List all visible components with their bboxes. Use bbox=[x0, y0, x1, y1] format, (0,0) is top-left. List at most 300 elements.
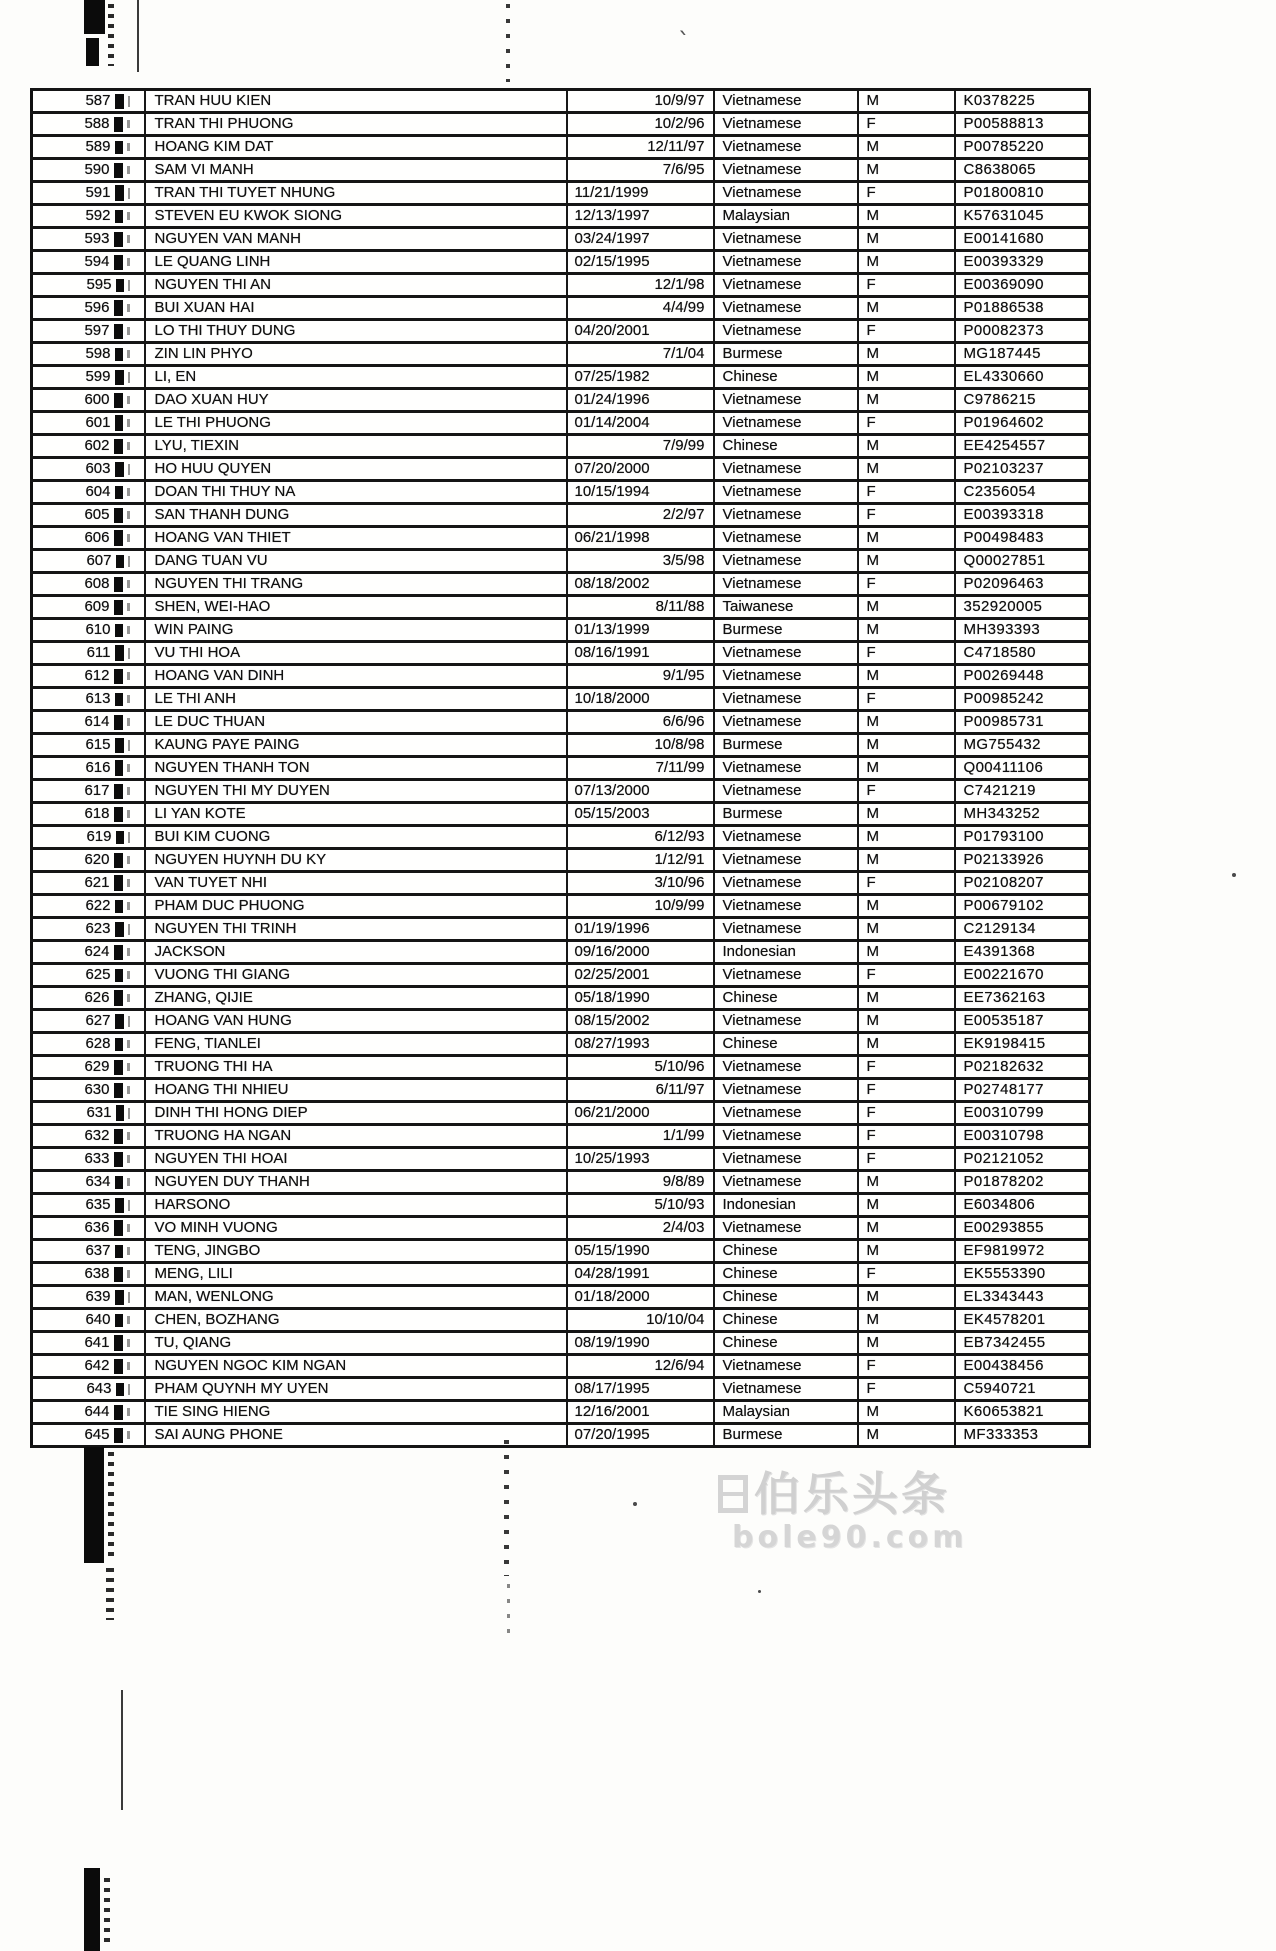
redaction-mark bbox=[114, 807, 123, 822]
passport-cell: P02096463 bbox=[955, 573, 1090, 596]
row-number: 623 bbox=[85, 920, 111, 937]
scan-artifact-bottom-left-dashes3 bbox=[104, 1878, 110, 1944]
redaction-mark bbox=[114, 255, 123, 270]
redaction-smudge bbox=[128, 188, 130, 199]
table-row bbox=[32, 550, 1090, 573]
table-row bbox=[32, 688, 1090, 711]
nationality-cell: Chinese bbox=[714, 366, 858, 389]
redaction-smudge bbox=[127, 1155, 130, 1163]
dob-cell: 7/9/99 bbox=[567, 435, 714, 458]
redaction-smudge bbox=[127, 120, 130, 128]
table-row bbox=[32, 1033, 1090, 1056]
passport-cell: P01964602 bbox=[955, 412, 1090, 435]
redaction-mark bbox=[115, 760, 123, 776]
gender-cell: M bbox=[858, 1240, 955, 1263]
row-number: 600 bbox=[84, 391, 110, 408]
name-cell: DOAN THI THUY NA bbox=[145, 481, 567, 504]
redaction-smudge bbox=[127, 1408, 130, 1416]
row-number-cell bbox=[32, 757, 145, 780]
row-number: 635 bbox=[85, 1196, 111, 1213]
name-cell: NGUYEN NGOC KIM NGAN bbox=[145, 1355, 567, 1378]
name-cell: DINH THI HONG DIEP bbox=[145, 1102, 567, 1125]
passport-cell: C8638065 bbox=[955, 159, 1090, 182]
row-number: 603 bbox=[85, 460, 111, 477]
name-cell: SHEN, WEI-HAO bbox=[145, 596, 567, 619]
table-row bbox=[32, 941, 1090, 964]
redaction-mark bbox=[114, 853, 123, 868]
table-row bbox=[32, 872, 1090, 895]
name-cell: TRUONG THI HA bbox=[145, 1056, 567, 1079]
row-number-cell bbox=[32, 1217, 145, 1240]
redaction-smudge bbox=[127, 442, 130, 450]
table-row bbox=[32, 895, 1090, 918]
nationality-cell: Indonesian bbox=[714, 941, 858, 964]
redaction-smudge bbox=[127, 626, 130, 634]
row-number-cell bbox=[32, 619, 145, 642]
row-number: 612 bbox=[84, 667, 110, 684]
table-row bbox=[32, 481, 1090, 504]
row-number: 594 bbox=[84, 253, 110, 270]
table-row bbox=[32, 251, 1090, 274]
row-number-cell bbox=[32, 895, 145, 918]
name-cell: MAN, WENLONG bbox=[145, 1286, 567, 1309]
row-number-cell bbox=[32, 665, 145, 688]
redaction-mark bbox=[114, 1083, 123, 1098]
row-number-cell bbox=[32, 1424, 145, 1447]
row-number-cell bbox=[32, 803, 145, 826]
row-number-cell bbox=[32, 1010, 145, 1033]
passport-cell: P01793100 bbox=[955, 826, 1090, 849]
passport-cell: EE7362163 bbox=[955, 987, 1090, 1010]
redaction-smudge bbox=[127, 304, 130, 312]
gender-cell: M bbox=[858, 1332, 955, 1355]
gender-cell: M bbox=[858, 596, 955, 619]
passport-cell: E00310799 bbox=[955, 1102, 1090, 1125]
nationality-cell: Vietnamese bbox=[714, 573, 858, 596]
table-row bbox=[32, 596, 1090, 619]
dob-cell: 08/15/2002 bbox=[567, 1010, 714, 1033]
name-cell: HOANG KIM DAT bbox=[145, 136, 567, 159]
gender-cell: M bbox=[858, 1424, 955, 1447]
redaction-mark bbox=[114, 232, 123, 247]
scan-artifact-stray-dot-1 bbox=[633, 1502, 637, 1506]
row-number-cell bbox=[32, 964, 145, 987]
redaction-mark bbox=[114, 600, 123, 615]
nationality-cell: Chinese bbox=[714, 435, 858, 458]
dob-cell: 1/12/91 bbox=[567, 849, 714, 872]
redaction-smudge bbox=[128, 1292, 130, 1303]
row-number-cell bbox=[32, 343, 145, 366]
redaction-smudge bbox=[127, 327, 130, 335]
row-number-cell bbox=[32, 1056, 145, 1079]
redaction-smudge bbox=[127, 1063, 130, 1071]
table-row bbox=[32, 803, 1090, 826]
redaction-mark bbox=[116, 1383, 124, 1396]
gender-cell: M bbox=[858, 1033, 955, 1056]
scan-artifact-top-left-vline bbox=[137, 0, 139, 72]
name-cell: TIE SING HIENG bbox=[145, 1401, 567, 1424]
name-cell: NGUYEN THI TRANG bbox=[145, 573, 567, 596]
gender-cell: F bbox=[858, 1125, 955, 1148]
table-row bbox=[32, 136, 1090, 159]
redaction-mark bbox=[115, 1198, 124, 1213]
dob-cell: 6/11/97 bbox=[567, 1079, 714, 1102]
row-number: 627 bbox=[85, 1012, 111, 1029]
nationality-cell: Vietnamese bbox=[714, 251, 858, 274]
table-row bbox=[32, 757, 1090, 780]
row-number-cell bbox=[32, 1240, 145, 1263]
row-number: 590 bbox=[84, 161, 110, 178]
dob-cell: 12/13/1997 bbox=[567, 205, 714, 228]
dob-cell: 12/6/94 bbox=[567, 1355, 714, 1378]
dob-cell: 7/1/04 bbox=[567, 343, 714, 366]
dob-cell: 10/25/1993 bbox=[567, 1148, 714, 1171]
name-cell: VUONG THI GIANG bbox=[145, 964, 567, 987]
passport-cell: E00221670 bbox=[955, 964, 1090, 987]
name-cell: WIN PAING bbox=[145, 619, 567, 642]
gender-cell: M bbox=[858, 849, 955, 872]
redaction-mark bbox=[114, 1428, 123, 1443]
row-number-cell bbox=[32, 642, 145, 665]
redaction-mark bbox=[115, 94, 124, 109]
redaction-smudge bbox=[127, 971, 130, 979]
gender-cell: F bbox=[858, 1148, 955, 1171]
row-number-cell bbox=[32, 1102, 145, 1125]
table-row bbox=[32, 113, 1090, 136]
redaction-smudge bbox=[127, 419, 130, 427]
dob-cell: 10/9/99 bbox=[567, 895, 714, 918]
name-cell: NGUYEN THI MY DUYEN bbox=[145, 780, 567, 803]
row-number-cell bbox=[32, 228, 145, 251]
scan-artifact-top-left-bar bbox=[84, 0, 105, 34]
gender-cell: M bbox=[858, 136, 955, 159]
passport-cell: E00393318 bbox=[955, 504, 1090, 527]
scan-artifact-bottom-center-dots2 bbox=[507, 1584, 510, 1640]
nationality-cell: Vietnamese bbox=[714, 918, 858, 941]
name-cell: ZIN LIN PHYO bbox=[145, 343, 567, 366]
redaction-mark bbox=[115, 1176, 123, 1189]
redaction-smudge bbox=[127, 902, 130, 910]
row-number-cell bbox=[32, 1355, 145, 1378]
row-number: 589 bbox=[85, 138, 111, 155]
redaction-smudge bbox=[128, 556, 130, 567]
table-row bbox=[32, 1355, 1090, 1378]
nationality-cell: Vietnamese bbox=[714, 389, 858, 412]
gender-cell: M bbox=[858, 1401, 955, 1424]
dob-cell: 9/8/89 bbox=[567, 1171, 714, 1194]
table-row bbox=[32, 826, 1090, 849]
row-number-cell bbox=[32, 918, 145, 941]
gender-cell: F bbox=[858, 688, 955, 711]
row-number: 608 bbox=[84, 575, 110, 592]
redaction-mark bbox=[116, 555, 124, 568]
row-number-cell bbox=[32, 320, 145, 343]
gender-cell: F bbox=[858, 320, 955, 343]
table-row bbox=[32, 711, 1090, 734]
passport-cell: E00393329 bbox=[955, 251, 1090, 274]
row-number-cell bbox=[32, 1079, 145, 1102]
passport-cell: EK4578201 bbox=[955, 1309, 1090, 1332]
name-cell: TRAN THI PHUONG bbox=[145, 113, 567, 136]
name-cell: HARSONO bbox=[145, 1194, 567, 1217]
redaction-smudge bbox=[127, 1316, 130, 1324]
row-number: 632 bbox=[84, 1127, 110, 1144]
name-cell: HOANG VAN DINH bbox=[145, 665, 567, 688]
passport-cell: P02121052 bbox=[955, 1148, 1090, 1171]
redaction-smudge bbox=[127, 396, 130, 404]
row-number-cell bbox=[32, 941, 145, 964]
table-row bbox=[32, 987, 1090, 1010]
passport-cell: E00141680 bbox=[955, 228, 1090, 251]
row-number-cell bbox=[32, 1309, 145, 1332]
gender-cell: F bbox=[858, 481, 955, 504]
nationality-cell: Vietnamese bbox=[714, 780, 858, 803]
row-number-cell bbox=[32, 872, 145, 895]
row-number-cell bbox=[32, 1148, 145, 1171]
redaction-smudge bbox=[127, 580, 130, 588]
name-cell: NGUYEN VAN MANH bbox=[145, 228, 567, 251]
table-row bbox=[32, 527, 1090, 550]
redaction-mark bbox=[115, 900, 123, 913]
row-number: 641 bbox=[84, 1334, 110, 1351]
redaction-smudge bbox=[128, 1016, 130, 1027]
dob-cell: 08/16/1991 bbox=[567, 642, 714, 665]
passport-cell: P02133926 bbox=[955, 849, 1090, 872]
scan-artifact-top-center-dots bbox=[506, 4, 510, 82]
name-cell: TU, QIANG bbox=[145, 1332, 567, 1355]
nationality-cell: Vietnamese bbox=[714, 849, 858, 872]
nationality-cell: Vietnamese bbox=[714, 159, 858, 182]
dob-cell: 08/27/1993 bbox=[567, 1033, 714, 1056]
redaction-smudge bbox=[127, 1247, 130, 1255]
name-cell: KAUNG PAYE PAING bbox=[145, 734, 567, 757]
table-row bbox=[32, 504, 1090, 527]
table-body bbox=[32, 90, 1090, 1447]
table-row bbox=[32, 1056, 1090, 1079]
gender-cell: F bbox=[858, 1079, 955, 1102]
row-number: 595 bbox=[86, 276, 112, 293]
dob-cell: 6/12/93 bbox=[567, 826, 714, 849]
table-row bbox=[32, 389, 1090, 412]
redaction-mark bbox=[114, 117, 123, 132]
name-cell: PHAM QUYNH MY UYEN bbox=[145, 1378, 567, 1401]
gender-cell: M bbox=[858, 826, 955, 849]
row-number: 625 bbox=[85, 966, 111, 983]
row-number-cell bbox=[32, 550, 145, 573]
dob-cell: 07/13/2000 bbox=[567, 780, 714, 803]
redaction-smudge bbox=[127, 948, 130, 956]
row-number: 636 bbox=[84, 1219, 110, 1236]
nationality-cell: Vietnamese bbox=[714, 320, 858, 343]
gender-cell: F bbox=[858, 504, 955, 527]
watermark bbox=[718, 1467, 1048, 1556]
scan-artifact-bottom-left-bar bbox=[84, 1447, 104, 1563]
passport-cell: EL3343443 bbox=[955, 1286, 1090, 1309]
dob-cell: 8/11/88 bbox=[567, 596, 714, 619]
gender-cell: M bbox=[858, 1217, 955, 1240]
redaction-mark bbox=[115, 624, 123, 637]
dob-cell: 6/6/96 bbox=[567, 711, 714, 734]
dob-cell: 3/5/98 bbox=[567, 550, 714, 573]
row-number-cell bbox=[32, 1286, 145, 1309]
row-number: 610 bbox=[85, 621, 111, 638]
passport-cell: P01878202 bbox=[955, 1171, 1090, 1194]
redaction-smudge bbox=[128, 1200, 130, 1211]
redaction-mark bbox=[115, 1245, 123, 1258]
name-cell: NGUYEN DUY THANH bbox=[145, 1171, 567, 1194]
dob-cell: 06/21/1998 bbox=[567, 527, 714, 550]
passport-cell: E00535187 bbox=[955, 1010, 1090, 1033]
redaction-mark bbox=[115, 1014, 124, 1029]
row-number-cell bbox=[32, 1125, 145, 1148]
watermark-text-cn: 伯乐头条 bbox=[754, 1467, 950, 1521]
table-row bbox=[32, 1010, 1090, 1033]
gender-cell: F bbox=[858, 642, 955, 665]
name-cell: ZHANG, QIJIE bbox=[145, 987, 567, 1010]
row-number: 607 bbox=[86, 552, 112, 569]
passport-cell: K60653821 bbox=[955, 1401, 1090, 1424]
name-cell: TENG, JINGBO bbox=[145, 1240, 567, 1263]
passport-cell: EE4254557 bbox=[955, 435, 1090, 458]
name-cell: MENG, LILI bbox=[145, 1263, 567, 1286]
row-number-cell bbox=[32, 389, 145, 412]
redaction-mark bbox=[114, 1405, 123, 1420]
name-cell: LYU, TIEXIN bbox=[145, 435, 567, 458]
row-number: 643 bbox=[86, 1380, 112, 1397]
redaction-smudge bbox=[127, 695, 130, 703]
redaction-mark bbox=[114, 300, 123, 316]
nationality-cell: Vietnamese bbox=[714, 826, 858, 849]
passport-cell: EB7342455 bbox=[955, 1332, 1090, 1355]
nationality-cell: Vietnamese bbox=[714, 481, 858, 504]
redaction-smudge bbox=[128, 96, 130, 107]
passport-cell: EF9819972 bbox=[955, 1240, 1090, 1263]
passport-cell: MH393393 bbox=[955, 619, 1090, 642]
table-row bbox=[32, 619, 1090, 642]
gender-cell: F bbox=[858, 1056, 955, 1079]
row-number-cell bbox=[32, 412, 145, 435]
passport-cell: EL4330660 bbox=[955, 366, 1090, 389]
gender-cell: M bbox=[858, 803, 955, 826]
nationality-cell: Vietnamese bbox=[714, 228, 858, 251]
nationality-cell: Chinese bbox=[714, 1033, 858, 1056]
passport-cell: P01886538 bbox=[955, 297, 1090, 320]
row-number: 587 bbox=[85, 92, 111, 109]
name-cell: TRUONG HA NGAN bbox=[145, 1125, 567, 1148]
redaction-smudge bbox=[128, 372, 130, 383]
redaction-mark bbox=[116, 831, 124, 844]
row-number-cell bbox=[32, 780, 145, 803]
dob-cell: 05/15/1990 bbox=[567, 1240, 714, 1263]
gender-cell: M bbox=[858, 389, 955, 412]
gender-cell: M bbox=[858, 1286, 955, 1309]
redaction-smudge bbox=[127, 1431, 130, 1439]
redaction-smudge bbox=[127, 143, 130, 151]
row-number-cell bbox=[32, 159, 145, 182]
table-row bbox=[32, 964, 1090, 987]
row-number-cell bbox=[32, 205, 145, 228]
row-number-cell bbox=[32, 1401, 145, 1424]
name-cell: LI, EN bbox=[145, 366, 567, 389]
redaction-mark bbox=[114, 1267, 123, 1282]
dob-cell: 07/20/1995 bbox=[567, 1424, 714, 1447]
passport-cell: C5940721 bbox=[955, 1378, 1090, 1401]
passport-cell: Q00027851 bbox=[955, 550, 1090, 573]
name-cell: LE DUC THUAN bbox=[145, 711, 567, 734]
redaction-mark bbox=[115, 969, 123, 982]
redaction-mark bbox=[114, 508, 123, 523]
passport-cell: E00310798 bbox=[955, 1125, 1090, 1148]
row-number: 620 bbox=[84, 851, 110, 868]
row-number: 605 bbox=[84, 506, 110, 523]
name-cell: STEVEN EU KWOK SIONG bbox=[145, 205, 567, 228]
gender-cell: M bbox=[858, 366, 955, 389]
nationality-cell: Vietnamese bbox=[714, 550, 858, 573]
row-number: 630 bbox=[84, 1081, 110, 1098]
nationality-cell: Vietnamese bbox=[714, 1355, 858, 1378]
row-number: 601 bbox=[85, 414, 111, 431]
table-row bbox=[32, 458, 1090, 481]
name-cell: VAN TUYET NHI bbox=[145, 872, 567, 895]
passport-cell: C4718580 bbox=[955, 642, 1090, 665]
redaction-smudge bbox=[127, 718, 130, 726]
redaction-mark bbox=[114, 530, 123, 546]
nationality-cell: Malaysian bbox=[714, 1401, 858, 1424]
dob-cell: 01/18/2000 bbox=[567, 1286, 714, 1309]
redaction-smudge bbox=[127, 534, 130, 542]
dob-cell: 7/11/99 bbox=[567, 757, 714, 780]
table-row bbox=[32, 159, 1090, 182]
redaction-smudge bbox=[127, 672, 130, 680]
table-row bbox=[32, 1378, 1090, 1401]
redaction-mark bbox=[114, 1060, 123, 1075]
gender-cell: M bbox=[858, 757, 955, 780]
passport-cell: Q00411106 bbox=[955, 757, 1090, 780]
row-number: 637 bbox=[85, 1242, 111, 1259]
gender-cell: M bbox=[858, 1010, 955, 1033]
redaction-mark bbox=[114, 875, 123, 891]
dob-cell: 08/19/1990 bbox=[567, 1332, 714, 1355]
passport-cell: K57631045 bbox=[955, 205, 1090, 228]
dob-cell: 4/4/99 bbox=[567, 297, 714, 320]
dob-cell: 01/13/1999 bbox=[567, 619, 714, 642]
row-number: 597 bbox=[84, 322, 110, 339]
passport-cell: MG187445 bbox=[955, 343, 1090, 366]
row-number-cell bbox=[32, 1194, 145, 1217]
row-number-cell bbox=[32, 1378, 145, 1401]
dob-cell: 02/25/2001 bbox=[567, 964, 714, 987]
passport-cell: P02182632 bbox=[955, 1056, 1090, 1079]
redaction-mark bbox=[115, 1314, 123, 1327]
row-number: 638 bbox=[84, 1265, 110, 1282]
passport-cell: E6034806 bbox=[955, 1194, 1090, 1217]
redaction-mark bbox=[115, 738, 124, 753]
redaction-smudge bbox=[127, 258, 130, 266]
redaction-mark bbox=[114, 669, 123, 684]
table-row bbox=[32, 1125, 1090, 1148]
redaction-mark bbox=[114, 1129, 123, 1144]
redaction-mark bbox=[115, 1290, 124, 1305]
name-cell: HOANG VAN THIET bbox=[145, 527, 567, 550]
gender-cell: M bbox=[858, 297, 955, 320]
table-row bbox=[32, 1424, 1090, 1447]
row-number-cell bbox=[32, 481, 145, 504]
name-cell: NGUYEN HUYNH DU KY bbox=[145, 849, 567, 872]
passport-cell: P00588813 bbox=[955, 113, 1090, 136]
redaction-smudge bbox=[128, 280, 130, 291]
redaction-mark bbox=[114, 577, 123, 592]
gender-cell: F bbox=[858, 573, 955, 596]
